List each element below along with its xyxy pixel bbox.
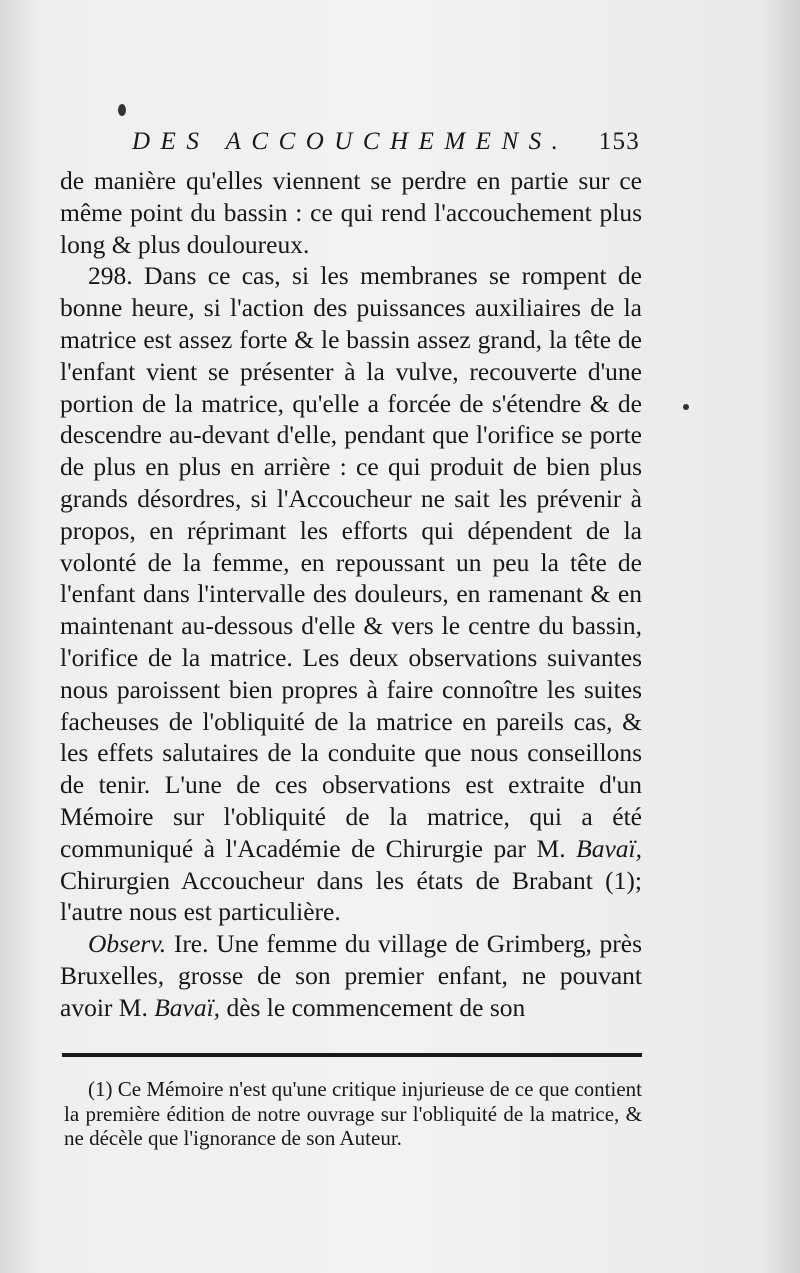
paragraph-text: Chirurgien Accoucheur dans les états de Brabant (1); l'autre nous est particulière. [60,865,642,927]
observation-paragraph [60,928,642,1023]
paragraph-continuation [60,165,642,260]
paragraph-text: dès le commencement de son [226,992,526,1022]
running-header [118,126,640,162]
footnote-text: (1) Ce Mémoire n'est qu'une critique injurieuse de ce que contient la première édition de notre ouvrage sur l'obliquité de la matrice, & ne décèle que l'ignorance de son Auteur. [64,1077,642,1150]
observation-label: Observ. [88,929,167,959]
footnote-divider [62,1053,642,1057]
author-name: Bavaï, [576,833,642,863]
observation-number: Ire. [173,929,209,959]
ink-speck [118,104,126,116]
paragraph-text: Une femme du village de Grimberg, près Bruxelles, grosse de son premier enfant, ne pouvant avoir M. [60,929,643,1022]
paragraph-298 [60,260,642,928]
author-name: Bavaï, [154,992,221,1022]
page-number: 153 [598,128,640,155]
ink-speck [683,404,689,410]
paragraph-text: de manière qu'elles viennent se perdre en partie sur ce même point du bassin : ce qui rend l'accouchement plus long & plus douloureux. [60,166,642,259]
paragraph-text: 298. Dans ce cas, si les membranes se rompent de bonne heure, si l'action des puissances auxiliaires de la matrice est assez forte & le bassin assez grand, la tête de l'enfant vient se présenter à la vulve, recouverte d'une portion de la matrice, qu'elle a forcée de s'étendre & de descendre au-devant d'elle, pendant que l'orifice se porte de plus en plus en arrière : ce qui produit de bien plus grands désordres, si l'Accoucheur ne sait les prévenir à propos, en réprimant les efforts qui dépendent de la volonté de la femme, en repoussant un peu la tête de l'enfant dans l'intervalle des douleurs, en ramenant & en maintenant au-dessous d'elle & vers le centre du bassin, l'orifice de la matrice. Les deux observations suivantes nous paroissent bien propres à faire connoître les suites facheuses de l'obliquité de la matrice en pareils cas, & les effets salutaires de la conduite que nous conseillons de tenir. L'une de ces observations est extraite d'un Mémoire sur l'obliquité de la matrice, qui a été communiqué à l'Académie de Chirurgie par M. [60,261,642,863]
footnote [64,1077,642,1151]
running-title: DES ACCOUCHEMENS. [132,128,569,155]
main-text [60,165,642,1024]
